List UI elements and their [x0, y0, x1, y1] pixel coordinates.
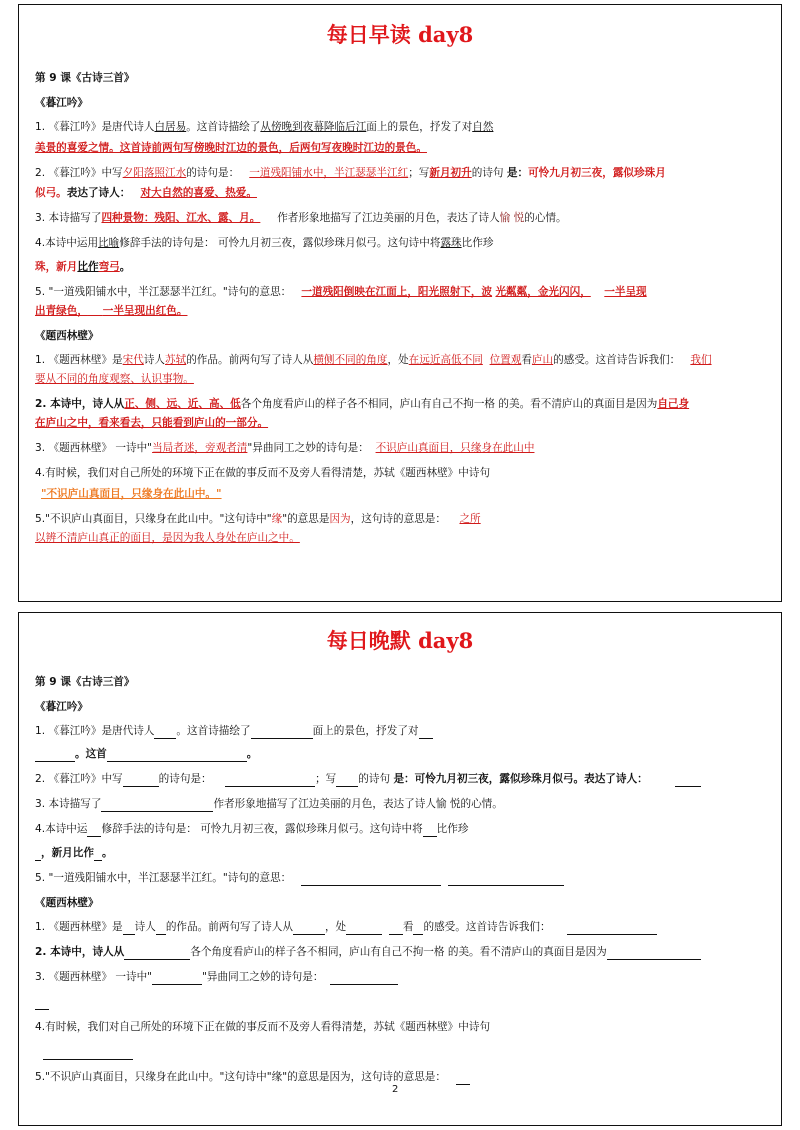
answer-blank[interactable]: [301, 873, 441, 886]
answer-blank[interactable]: [346, 922, 382, 935]
answer-blank[interactable]: [43, 1047, 133, 1060]
poem-heading-tixilinbi: 《题西林壁》: [35, 330, 99, 342]
poem2-answer-1: 要从不同的角度观察、认识事物。: [35, 373, 194, 385]
answer-blank[interactable]: [419, 726, 433, 739]
morning-title: 每日早读 day8: [326, 22, 474, 47]
answer-blank[interactable]: [123, 774, 159, 787]
answer-blank[interactable]: [389, 922, 403, 935]
answer-blank[interactable]: [87, 824, 101, 837]
question-2: 2. 《暮江吟》中写夕阳落照江水的诗句是： 一道残阳铺水中，半江瑟瑟半江红；写新月初升的诗句 是：可怜九月初三夜，露似珍珠月: [35, 167, 666, 179]
answer-blank[interactable]: [567, 922, 657, 935]
answer-5: 出青绿色， 一半呈现出红色。: [35, 305, 188, 317]
answer-blank[interactable]: [251, 726, 313, 739]
answer-blank[interactable]: [152, 972, 202, 985]
poem2-question-5: 5."不识庐山真面目，只缘身在此山中。"这句诗中"缘"的意思是因为，这句诗的意思是： 之所: [35, 513, 481, 525]
answer-blank[interactable]: [225, 774, 315, 787]
poem2-question-4-cont: [19, 1045, 781, 1060]
question-4: 4.本诗中运用比喻修辞手法的诗句是： 可怜九月初三夜，露似珍珠月似弓。这句诗中将露珠比作珍: [35, 237, 494, 249]
question-4: 4.本诗中运 修辞手法的诗句是： 可怜九月初三夜，露似珍珠月似弓。这句诗中将 比作珍: [35, 823, 469, 835]
answer-blank[interactable]: [101, 799, 213, 812]
page-number: 2: [392, 1084, 399, 1095]
answer-blank[interactable]: [423, 824, 437, 837]
answer-blank[interactable]: [413, 922, 423, 935]
evening-title: 每日晚默 day8: [326, 628, 474, 653]
poem2-answer-2: 在庐山之中，看来看去，只能看到庐山的一部分。: [35, 417, 269, 429]
poem2-answer-4: "不识庐山真面目，只缘身在此山中。": [41, 488, 222, 500]
poem2-answer-5: 以辨不清庐山真正的面目，是因为我人身处在庐山之中。: [35, 532, 300, 544]
question-3: 3. 本诗描写了 作者形象地描写了江边美丽的月色，表达了诗人愉 悦的心情。: [35, 798, 503, 810]
answer-blank[interactable]: [448, 873, 564, 886]
question-1: 1. 《暮江吟》是唐代诗人 。这首诗描绘了 面上的景色，抒发了对: [19, 724, 781, 739]
answer-blank[interactable]: [94, 848, 102, 861]
answer-blank[interactable]: [35, 997, 49, 1010]
answer-blank[interactable]: [107, 749, 247, 762]
morning-reading-section: [18, 4, 782, 602]
poem2-question-4: 4.有时候，我们对自己所处的环境下正在做的事反而不及旁人看得清楚，苏轼《题西林壁》中诗句: [35, 467, 491, 479]
question-4-cont: ，新月比作 。: [19, 846, 781, 861]
answer-blank[interactable]: [293, 922, 325, 935]
lesson-heading: 第 9 课《古诗三首》: [35, 72, 135, 84]
question-1-cont: 。这首 。: [19, 747, 781, 762]
poem2-question-3-cont: [19, 995, 781, 1010]
poem-heading-mujiangyin: 《暮江吟》: [35, 701, 88, 713]
answer-2: 似弓。表达了诗人： 对大自然的喜爱、热爱。: [35, 187, 257, 199]
answer-blank[interactable]: [336, 774, 358, 787]
answer-blank[interactable]: [675, 774, 701, 787]
answer-blank[interactable]: [330, 972, 398, 985]
answer-blank[interactable]: [35, 749, 75, 762]
poem2-question-2: 2. 本诗中，诗人从 各个角度看庐山的样子各不相同，庐山有自己不拘一格 的美。看不清庐山的真面目是因为: [19, 945, 781, 960]
question-3: 3. 本诗描写了四种景物：残阳、江水、露、月。 作者形象地描写了江边美丽的月色，表达了诗人愉 悦的心情。: [35, 212, 567, 224]
poem2-question-4: 4.有时候，我们对自己所处的环境下正在做的事反而不及旁人看得清楚，苏轼《题西林壁》中诗句: [35, 1021, 491, 1033]
answer-blank[interactable]: [456, 1072, 470, 1085]
answer-blank[interactable]: [607, 947, 701, 960]
answer-1: 美景的喜爱之情。这首诗前两句写傍晚时江边的景色，后两句写夜晚时江边的景色。: [35, 142, 427, 154]
lesson-heading: 第 9 课《古诗三首》: [35, 676, 135, 688]
answer-4: 珠，新月比作弯弓。: [35, 261, 131, 273]
question-5: 5. "一道残阳铺水中，半江瑟瑟半江红。"诗句的意思： 一道残阳倒映在江面上，阳光照射下，波 光粼粼，金光闪闪， 一半呈现: [35, 286, 647, 298]
answer-blank[interactable]: [123, 922, 135, 935]
answer-blank[interactable]: [154, 726, 176, 739]
evening-dictation-section: [18, 612, 782, 1126]
answer-blank[interactable]: [124, 947, 190, 960]
poem2-question-2: 2. 本诗中，诗人从正、侧、远、近、高、低各个角度看庐山的样子各不相同，庐山有自己不拘一格 的美。看不清庐山的真面目是因为自己身: [35, 398, 690, 410]
poem2-question-1: 1. 《题西林壁》是宋代诗人苏轼的作品。前两句写了诗人从横侧不同的角度，处在远近高低不同 位置观看庐山的感受。这首诗告诉我们： 我们: [35, 354, 712, 366]
poem-heading-tixilinbi: 《题西林壁》: [35, 897, 99, 909]
poem-heading-mujiangyin: 《暮江吟》: [35, 97, 88, 109]
question-5: 5. "一道残阳铺水中，半江瑟瑟半江红。"诗句的意思：: [19, 871, 781, 886]
answer-blank[interactable]: [156, 922, 166, 935]
poem2-question-1: 1. 《题西林壁》是 诗人 的作品。前两句写了诗人从 ，处 看 的感受。这首诗告诉我们：: [19, 920, 781, 935]
poem2-question-5: 5."不识庐山真面目，只缘身在此山中。"这句诗中"缘"的意思是因为，这句诗的意思是：: [19, 1070, 781, 1085]
question-1: 1. 《暮江吟》是唐代诗人白居易。这首诗描绘了从傍晚到夜幕降临后江面上的景色，抒发了对自然: [35, 121, 494, 133]
poem2-question-3: 3. 《题西林壁》 一诗中" "异曲同工之妙的诗句是：: [19, 970, 781, 985]
question-2: 2. 《暮江吟》中写 的诗句是： ；写 的诗句 是：可怜九月初三夜，露似珍珠月似弓。表达了诗人：: [19, 772, 781, 787]
poem2-question-3: 3. 《题西林壁》 一诗中"当局者迷，旁观者清"异曲同工之妙的诗句是： 不识庐山真面目，只缘身在此山中: [35, 442, 535, 454]
